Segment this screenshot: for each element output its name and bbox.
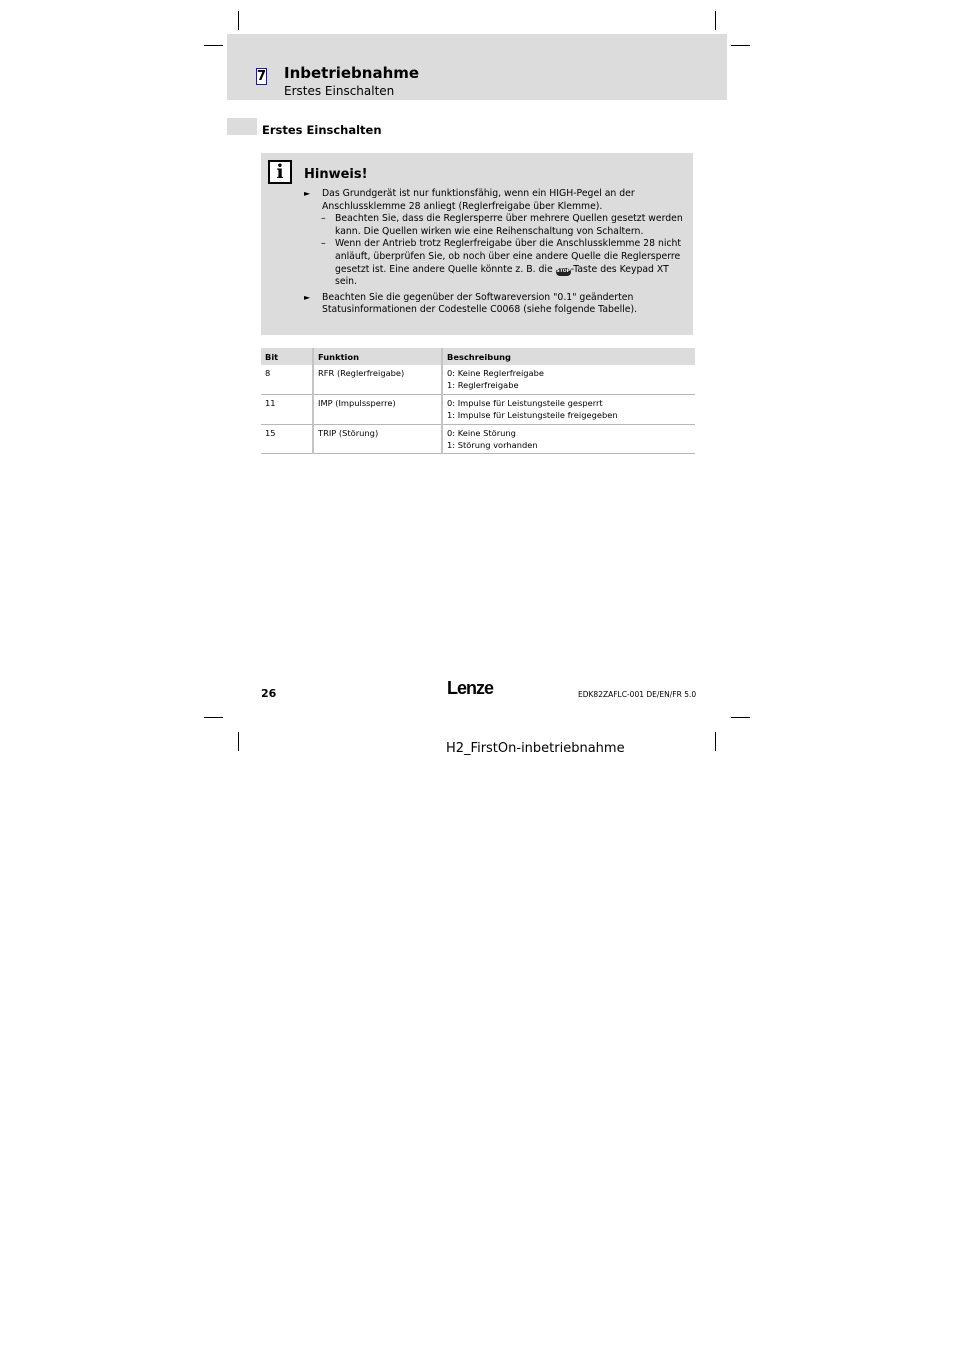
note-sub-text: Wenn der Antrieb trotz Reglerfreigabe über die Anschlussklemme 28 nicht anläuft, überprüfen Sie, ob noch über eine andere Quelle die Reglersperre gesetzt ist. Eine andere Quelle könnte z. B. die — [335, 238, 682, 275]
cell-bit: 11 — [261, 395, 313, 425]
crop-mark-top-left-h — [204, 45, 223, 46]
column-header-function: Funktion — [313, 348, 442, 365]
dash-bullet-icon: – — [321, 213, 326, 225]
page-caption: H2_FirstOn-inbetriebnahme — [446, 741, 625, 756]
table-row — [261, 395, 695, 425]
info-icon: i — [268, 160, 292, 184]
cell-function: IMP (Impulssperre) — [313, 395, 442, 425]
chapter-number-badge: 7 — [257, 69, 267, 84]
cell-bit: 15 — [261, 425, 313, 454]
table-row — [261, 365, 695, 395]
note-body — [304, 188, 689, 317]
note-bullet — [304, 188, 689, 213]
document-id: EDK82ZAFLC-001 DE/EN/FR 5.0 — [578, 690, 697, 699]
chapter-title: Inbetriebnahme — [284, 64, 420, 82]
description-line: 0: Keine Reglerfreigabe — [447, 368, 545, 378]
crop-mark-bottom-right-v — [715, 732, 716, 751]
description-line: 1: Impulse für Leistungsteile freigegeben — [447, 409, 618, 420]
cell-function: TRIP (Störung) — [313, 425, 442, 454]
note-title: Hinweis! — [304, 167, 368, 182]
cell-description — [442, 395, 695, 425]
cell-function: RFR (Reglerfreigabe) — [313, 365, 442, 395]
stop-key-icon: STOP — [556, 268, 570, 274]
cell-description — [442, 365, 695, 395]
column-header-bit: Bit — [261, 348, 313, 365]
crop-mark-top-left-v — [238, 11, 239, 30]
cell-bit: 8 — [261, 365, 313, 395]
crop-mark-top-right-v — [715, 11, 716, 30]
column-header-description: Beschreibung — [442, 348, 695, 365]
table-row — [261, 425, 695, 454]
triangle-bullet-icon: ► — [304, 292, 311, 302]
page-number: 26 — [261, 687, 277, 700]
status-bit-table — [261, 348, 695, 454]
description-line: 0: Keine Störung — [447, 428, 516, 438]
triangle-bullet-icon: ► — [304, 189, 311, 198]
dash-bullet-icon: – — [321, 238, 326, 250]
section-marker — [227, 118, 257, 135]
lenze-logo: Lenze — [447, 678, 494, 698]
cell-description — [442, 425, 695, 454]
crop-mark-bottom-left-v — [238, 732, 239, 751]
note-bullet-text: Beachten Sie die gegenüber der Softwareversion "0.1" geänderten Statusinformationen der Codestelle C0068 (siehe folgende Tabelle). — [322, 291, 638, 316]
table-header-row — [261, 348, 695, 365]
note-sub-item — [304, 238, 689, 288]
section-title: Erstes Einschalten — [262, 123, 382, 137]
chapter-subtitle: Erstes Einschalten — [284, 84, 395, 98]
description-line: 1: Reglerfreigabe — [447, 379, 519, 390]
note-bullet-text: Das Grundgerät ist nur funktionsfähig, wenn ein HIGH-Pegel an der Anschlussklemme 28 anliegt (Reglerfreigabe über Klemme). — [322, 188, 635, 212]
crop-mark-top-right-h — [731, 45, 750, 46]
crop-mark-bottom-left-h — [204, 717, 223, 718]
note-sub-item — [304, 213, 689, 238]
note-sub-text: -Taste des Keypad XT sein. — [335, 263, 669, 288]
description-line: 0: Impulse für Leistungsteile gesperrt — [447, 398, 603, 408]
note-sub-text: Beachten Sie, dass die Reglersperre über mehrere Quellen gesetzt werden kann. Die Quellen wirken wie eine Reihenschaltung von Schaltern. — [335, 213, 683, 237]
description-line: 1: Störung vorhanden — [447, 439, 538, 450]
crop-mark-bottom-right-h — [731, 717, 750, 718]
note-bullet — [304, 292, 689, 317]
